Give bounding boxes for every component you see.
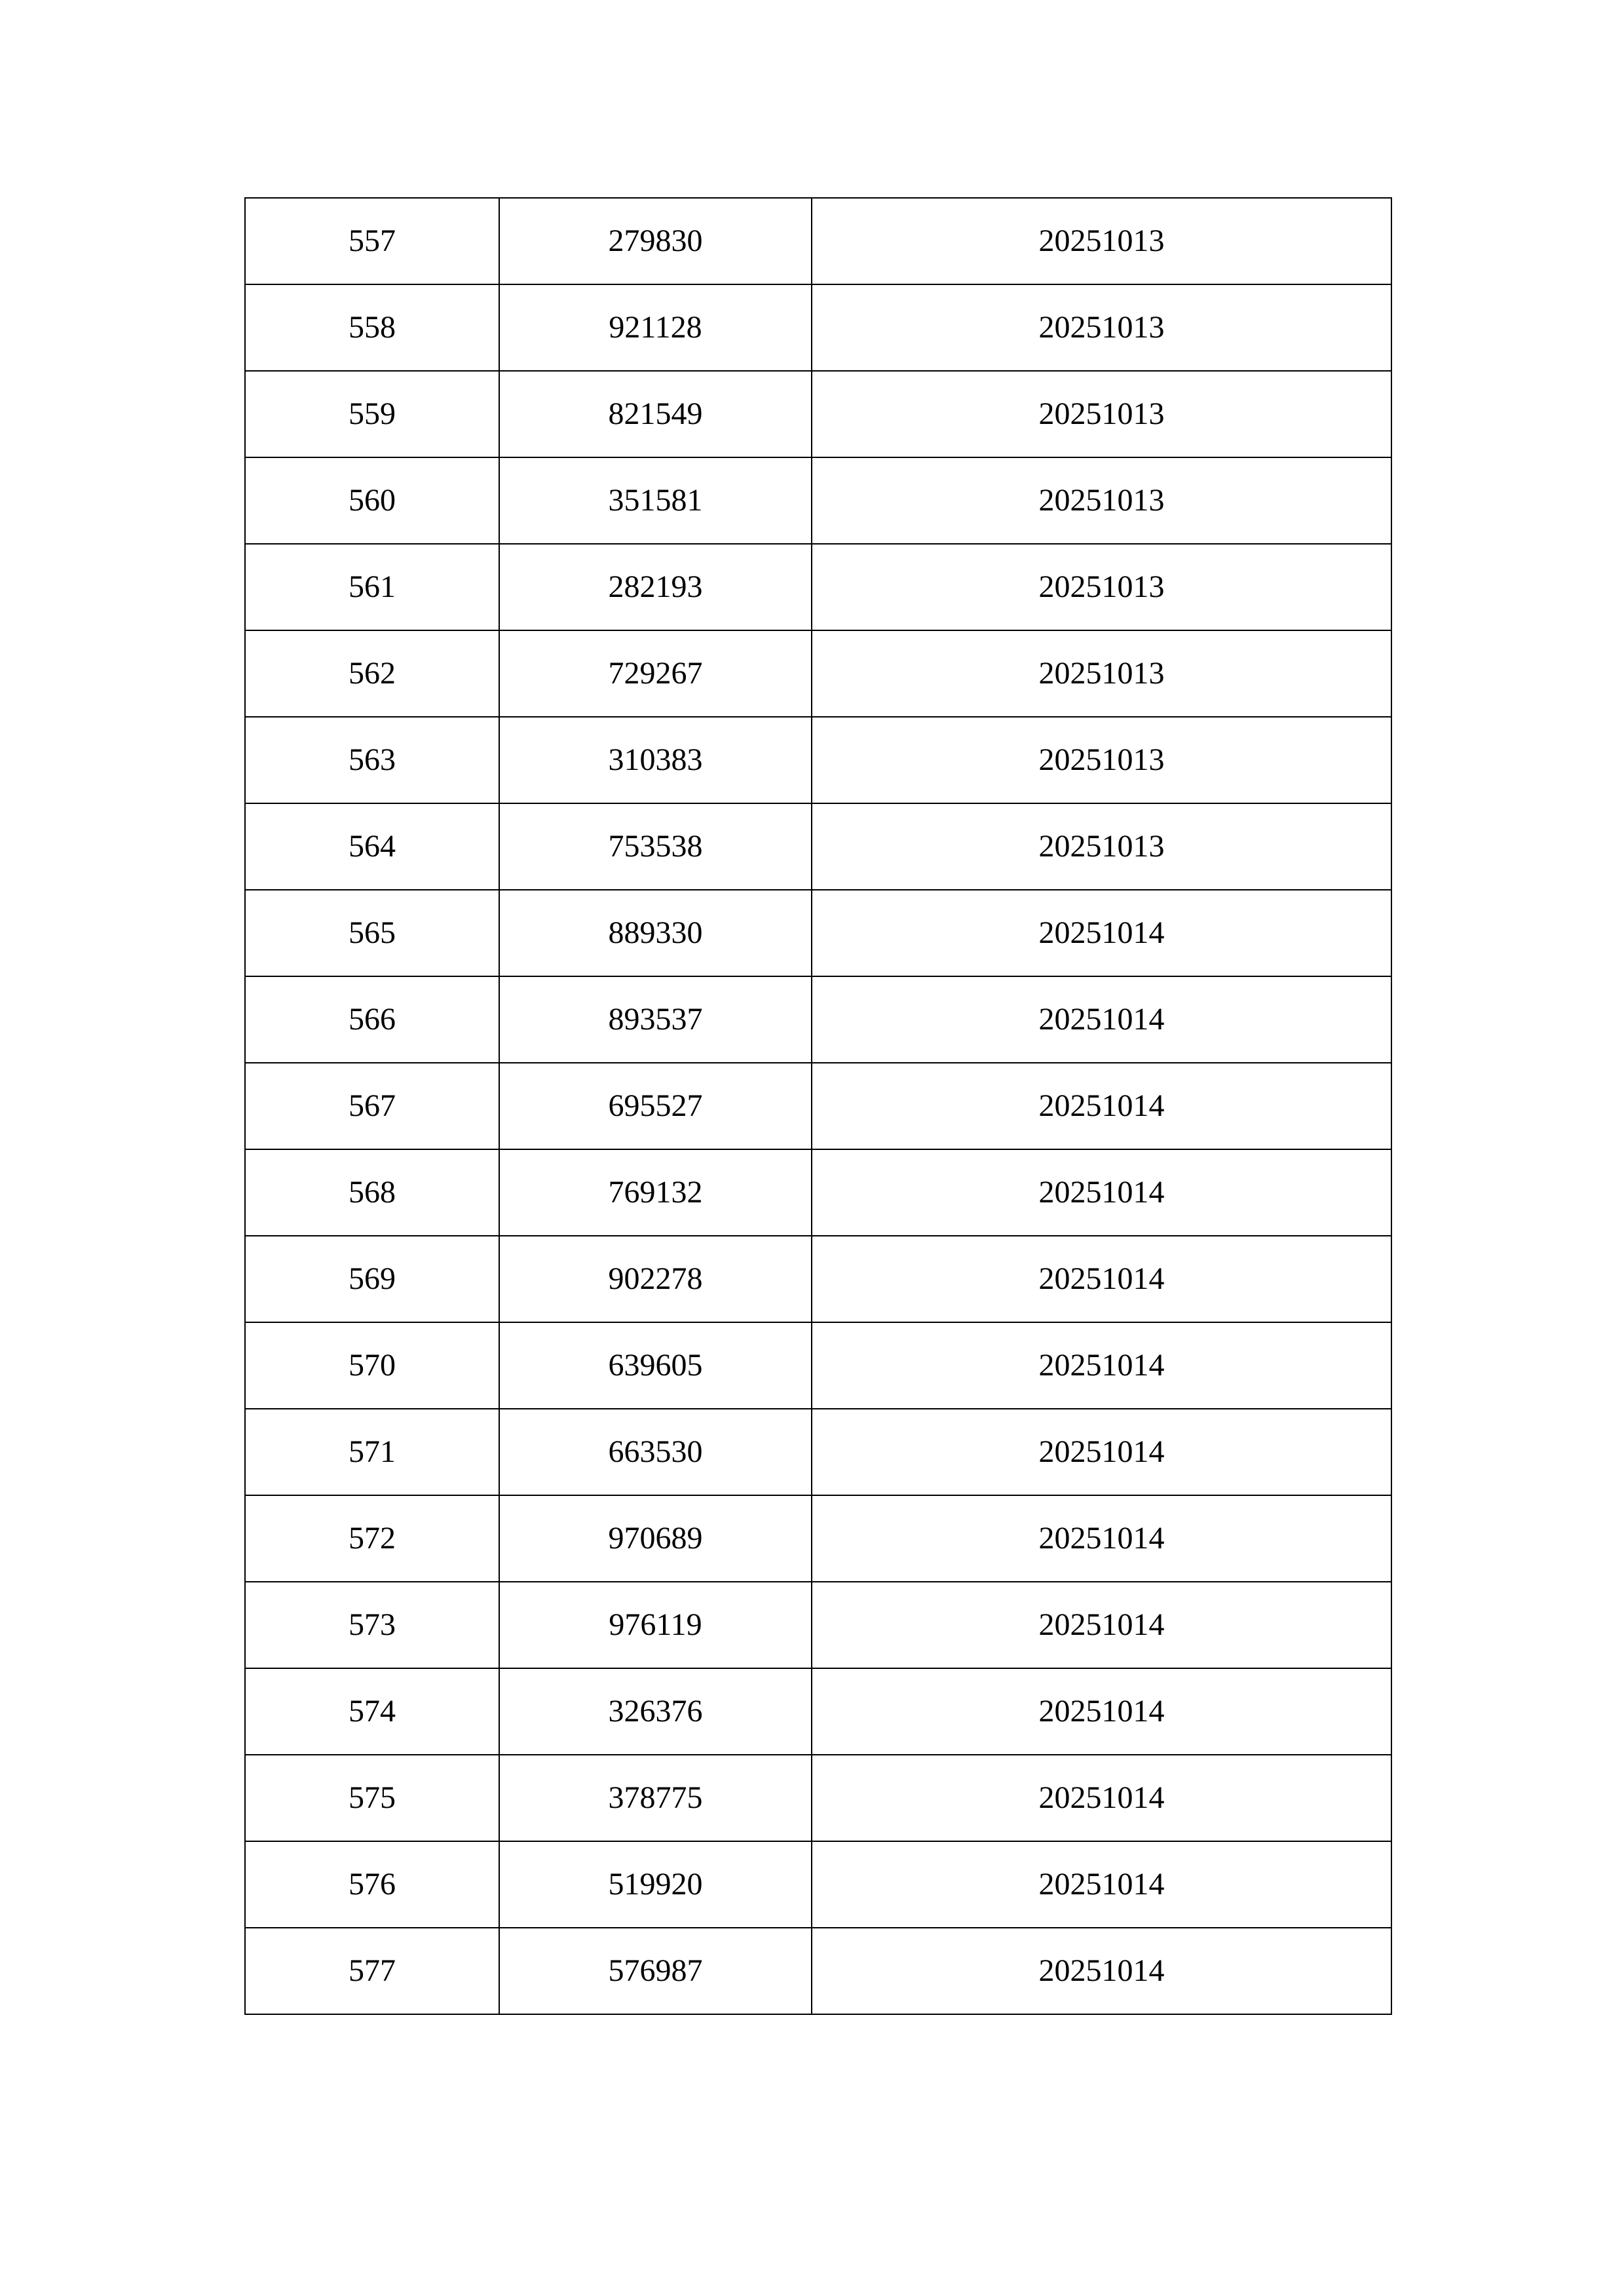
table-row	[245, 1668, 1391, 1755]
code-cell: 282193	[499, 544, 812, 630]
date-cell: 20251014	[812, 890, 1391, 976]
date-cell: 20251014	[812, 976, 1391, 1063]
data-table	[244, 197, 1392, 2015]
table-row	[245, 1063, 1391, 1149]
table-row	[245, 371, 1391, 457]
row-number-cell: 568	[245, 1149, 499, 1236]
date-cell: 20251013	[812, 717, 1391, 803]
table-row	[245, 890, 1391, 976]
code-cell: 639605	[499, 1322, 812, 1409]
table-row	[245, 1755, 1391, 1841]
code-cell: 902278	[499, 1236, 812, 1322]
row-number-cell: 575	[245, 1755, 499, 1841]
date-cell: 20251014	[812, 1063, 1391, 1149]
table-row	[245, 1495, 1391, 1582]
row-number-cell: 570	[245, 1322, 499, 1409]
row-number-cell: 561	[245, 544, 499, 630]
date-cell: 20251014	[812, 1495, 1391, 1582]
code-cell: 970689	[499, 1495, 812, 1582]
table-row	[245, 544, 1391, 630]
code-cell: 279830	[499, 198, 812, 284]
code-cell: 310383	[499, 717, 812, 803]
code-cell: 519920	[499, 1841, 812, 1928]
date-cell: 20251014	[812, 1149, 1391, 1236]
date-cell: 20251014	[812, 1668, 1391, 1755]
code-cell: 921128	[499, 284, 812, 371]
code-cell: 378775	[499, 1755, 812, 1841]
table-row	[245, 1149, 1391, 1236]
date-cell: 20251013	[812, 457, 1391, 544]
table-row	[245, 1841, 1391, 1928]
row-number-cell: 567	[245, 1063, 499, 1149]
code-cell: 576987	[499, 1928, 812, 2014]
code-cell: 889330	[499, 890, 812, 976]
code-cell: 976119	[499, 1582, 812, 1668]
code-cell: 695527	[499, 1063, 812, 1149]
date-cell: 20251014	[812, 1928, 1391, 2014]
table-row	[245, 1322, 1391, 1409]
table-row	[245, 457, 1391, 544]
code-cell: 663530	[499, 1409, 812, 1495]
date-cell: 20251013	[812, 544, 1391, 630]
table-row	[245, 803, 1391, 890]
row-number-cell: 562	[245, 630, 499, 717]
row-number-cell: 564	[245, 803, 499, 890]
table-row	[245, 630, 1391, 717]
row-number-cell: 560	[245, 457, 499, 544]
code-cell: 753538	[499, 803, 812, 890]
row-number-cell: 559	[245, 371, 499, 457]
row-number-cell: 569	[245, 1236, 499, 1322]
row-number-cell: 577	[245, 1928, 499, 2014]
row-number-cell: 565	[245, 890, 499, 976]
code-cell: 769132	[499, 1149, 812, 1236]
table-row	[245, 976, 1391, 1063]
date-cell: 20251014	[812, 1236, 1391, 1322]
row-number-cell: 563	[245, 717, 499, 803]
row-number-cell: 573	[245, 1582, 499, 1668]
table-row	[245, 284, 1391, 371]
date-cell: 20251013	[812, 198, 1391, 284]
table-body	[245, 198, 1391, 2014]
code-cell: 729267	[499, 630, 812, 717]
table-row	[245, 198, 1391, 284]
date-cell: 20251013	[812, 803, 1391, 890]
code-cell: 821549	[499, 371, 812, 457]
date-cell: 20251013	[812, 284, 1391, 371]
date-cell: 20251013	[812, 630, 1391, 717]
row-number-cell: 557	[245, 198, 499, 284]
table-row	[245, 1409, 1391, 1495]
table-row	[245, 717, 1391, 803]
date-cell: 20251013	[812, 371, 1391, 457]
row-number-cell: 566	[245, 976, 499, 1063]
date-cell: 20251014	[812, 1409, 1391, 1495]
row-number-cell: 574	[245, 1668, 499, 1755]
date-cell: 20251014	[812, 1755, 1391, 1841]
table-row	[245, 1582, 1391, 1668]
row-number-cell: 571	[245, 1409, 499, 1495]
row-number-cell: 572	[245, 1495, 499, 1582]
table-row	[245, 1236, 1391, 1322]
row-number-cell: 576	[245, 1841, 499, 1928]
date-cell: 20251014	[812, 1841, 1391, 1928]
date-cell: 20251014	[812, 1582, 1391, 1668]
code-cell: 326376	[499, 1668, 812, 1755]
row-number-cell: 558	[245, 284, 499, 371]
code-cell: 893537	[499, 976, 812, 1063]
table-row	[245, 1928, 1391, 2014]
date-cell: 20251014	[812, 1322, 1391, 1409]
code-cell: 351581	[499, 457, 812, 544]
